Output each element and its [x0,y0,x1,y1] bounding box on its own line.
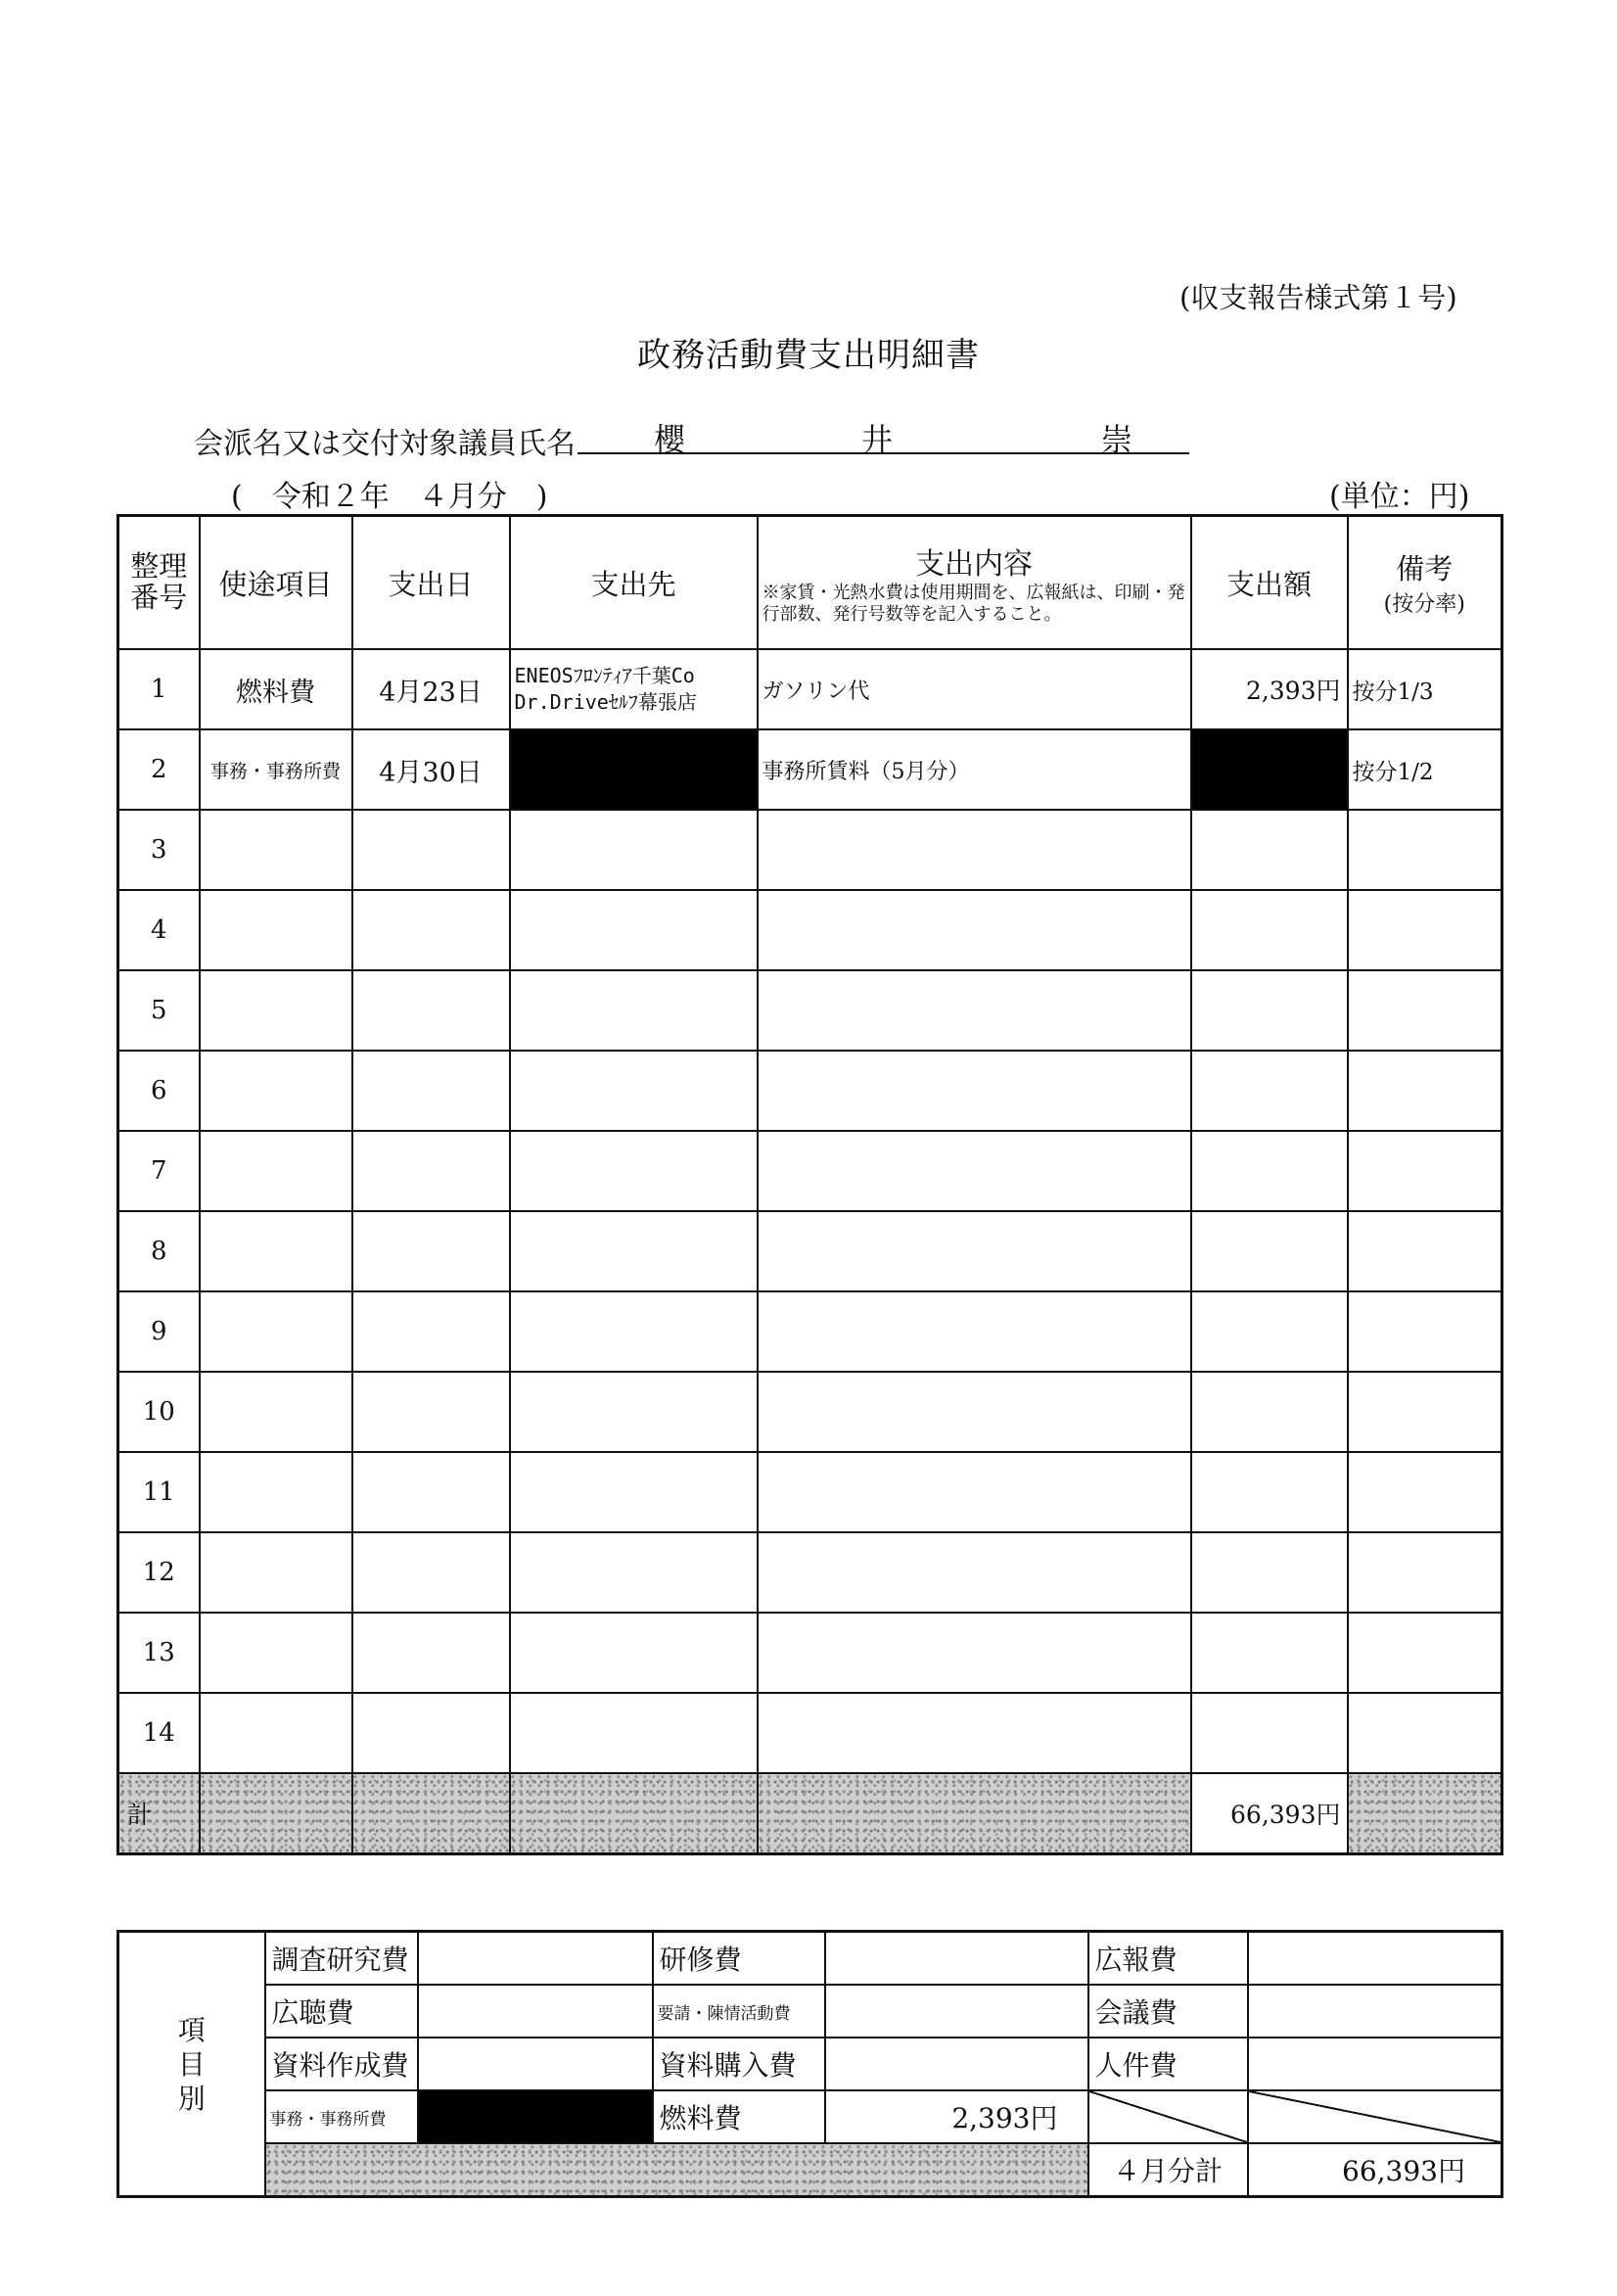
row-number: 5 [118,970,200,1051]
row-remarks [1348,1532,1502,1613]
table-row [118,810,1502,890]
row-payee [510,890,758,970]
row-payee: ENEOSﾌﾛﾝﾃｨｱ千葉Co Dr.Driveｾﾙﾌ幕張店 [510,649,758,729]
total-amount: 66,393円 [1191,1773,1348,1854]
row-remarks [1348,1291,1502,1372]
row-number: 11 [118,1452,200,1532]
row-contents [758,1532,1191,1613]
header-amount: 支出額 [1191,516,1348,650]
row-contents [758,1613,1191,1693]
row-remarks: 按分1/2 [1348,729,1502,810]
row-amount [1191,1211,1348,1291]
row-purpose [200,1372,352,1452]
summary-label: 事務・事務所費 [265,2090,418,2143]
row-amount [1191,1131,1348,1211]
document-title: 政務活動費支出明細書 [637,336,980,375]
row-payee [510,1372,758,1452]
total-row [118,1773,1502,1854]
summary-value [825,2038,1088,2090]
shaded-cell [265,2143,1088,2197]
row-number: 4 [118,890,200,970]
row-purpose [200,1532,352,1613]
summary-value [418,2038,653,2090]
report-period: ( 令和２年 ４月分 ) [231,480,548,514]
row-amount [1191,970,1348,1051]
row-date [352,890,510,970]
table-row [118,1051,1502,1131]
row-date: 4月30日 [352,729,510,810]
row-date: 4月23日 [352,649,510,729]
row-contents [758,1291,1191,1372]
row-amount [1191,1051,1348,1131]
row-remarks [1348,970,1502,1051]
header-date: 支出日 [352,516,510,650]
table-row [118,890,1502,970]
member-name-label: 会派名又は交付対象議員氏名 [194,427,576,461]
row-payee [510,1291,758,1372]
table-row [118,729,1502,810]
row-remarks: 按分1/3 [1348,649,1502,729]
row-number: 9 [118,1291,200,1372]
member-name-char: 井 [861,421,894,458]
row-contents: ガソリン代 [758,649,1191,729]
row-amount-redacted [1191,729,1348,810]
row-number: 7 [118,1131,200,1211]
header-contents-note: ※家賃・光熱水費は使用期間を、広報紙は、印刷・発行部数、発行号数等を記入すること。 [762,582,1185,625]
row-purpose [200,1452,352,1532]
summary-label: 人件費 [1088,2038,1248,2090]
shaded-cell [200,1773,352,1854]
row-remarks [1348,1693,1502,1773]
shaded-cell [1348,1773,1502,1854]
table-row [118,1372,1502,1452]
row-date [352,1211,510,1291]
row-contents [758,810,1191,890]
summary-value [418,1932,653,1986]
row-date [352,1613,510,1693]
summary-value [1248,2038,1502,2090]
table-row [118,1613,1502,1693]
row-date [352,1532,510,1613]
row-payee [510,1693,758,1773]
row-purpose [200,1131,352,1211]
row-payee-redacted [510,729,758,810]
row-payee [510,1452,758,1532]
row-purpose [200,1291,352,1372]
month-total-label: ４月分計 [1088,2143,1248,2197]
table-row [118,1693,1502,1773]
unit-label: (単位：円) [1329,480,1470,514]
summary-label: 燃料費 [653,2090,825,2143]
header-remarks-sub: (按分率) [1383,592,1465,617]
total-label: 計 [118,1773,200,1854]
row-payee [510,1532,758,1613]
month-total-value: 66,393円 [1248,2143,1502,2197]
row-date [352,1693,510,1773]
shaded-cell [352,1773,510,1854]
row-purpose [200,890,352,970]
row-number: 3 [118,810,200,890]
row-purpose: 燃料費 [200,649,352,729]
summary-value [825,1985,1088,2038]
row-remarks [1348,890,1502,970]
summary-vertical-label: 項 目 別 [118,1932,265,2197]
summary-label: 広報費 [1088,1932,1248,1986]
row-remarks [1348,1452,1502,1532]
row-payee [510,1131,758,1211]
header-number: 整理 番号 [118,516,200,650]
summary-label: 調査研究費 [265,1932,418,1986]
table-row [118,1532,1502,1613]
row-payee [510,970,758,1051]
diagonal-blank-cell [1088,2090,1248,2143]
row-amount [1191,1613,1348,1693]
row-remarks [1348,1051,1502,1131]
row-contents: 事務所賃料（5月分） [758,729,1191,810]
row-amount: 2,393円 [1191,649,1348,729]
row-purpose: 事務・事務所費 [200,729,352,810]
header-remarks-title: 備考 [1396,552,1454,586]
row-contents [758,1051,1191,1131]
summary-value [1248,1985,1502,2038]
row-number: 8 [118,1211,200,1291]
summary-label: 要請・陳情活動費 [653,1985,825,2038]
row-amount [1191,1693,1348,1773]
row-amount [1191,890,1348,970]
shaded-cell [510,1773,758,1854]
diagonal-blank-cell [1248,2090,1502,2143]
row-amount [1191,1532,1348,1613]
summary-value [825,1932,1088,1986]
row-remarks [1348,810,1502,890]
header-payee: 支出先 [510,516,758,650]
row-purpose [200,1693,352,1773]
header-remarks [1348,516,1502,650]
row-purpose [200,970,352,1051]
row-number: 13 [118,1613,200,1693]
table-row [118,1291,1502,1372]
row-contents [758,1211,1191,1291]
row-contents [758,890,1191,970]
row-payee [510,1613,758,1693]
row-number: 10 [118,1372,200,1452]
row-remarks [1348,1211,1502,1291]
row-number: 2 [118,729,200,810]
row-contents [758,1372,1191,1452]
row-date [352,1291,510,1372]
category-summary-table [116,1930,1503,2198]
table-row [118,970,1502,1051]
header-contents-title: 支出内容 [915,546,1033,582]
summary-value [418,1985,653,2038]
summary-label: 資料作成費 [265,2038,418,2090]
table-row [118,1131,1502,1211]
expense-detail-table [116,514,1503,1855]
row-date [352,1051,510,1131]
row-number: 6 [118,1051,200,1131]
row-remarks [1348,1131,1502,1211]
table-row [118,1211,1502,1291]
row-purpose [200,1051,352,1131]
member-name-char: 崇 [1101,421,1133,458]
header-contents [758,516,1191,650]
row-purpose [200,1211,352,1291]
summary-value: 2,393円 [825,2090,1088,2143]
row-amount [1191,1372,1348,1452]
row-contents [758,970,1191,1051]
row-contents [758,1452,1191,1532]
row-date [352,1372,510,1452]
shaded-cell [758,1773,1191,1854]
row-amount [1191,1291,1348,1372]
row-date [352,810,510,890]
row-amount [1191,810,1348,890]
row-date [352,1131,510,1211]
summary-value [1248,1932,1502,1986]
summary-label: 資料購入費 [653,2038,825,2090]
row-purpose [200,1613,352,1693]
member-name-char: 櫻 [654,421,686,458]
row-number: 1 [118,649,200,729]
row-payee [510,810,758,890]
header-row [118,516,1502,650]
table-row [118,1452,1502,1532]
row-amount [1191,1452,1348,1532]
row-contents [758,1131,1191,1211]
table-row [118,649,1502,729]
summary-label: 研修費 [653,1932,825,1986]
row-number: 12 [118,1532,200,1613]
row-number: 14 [118,1693,200,1773]
summary-value-redacted [418,2090,653,2143]
row-remarks [1348,1613,1502,1693]
row-contents [758,1693,1191,1773]
row-payee [510,1051,758,1131]
row-purpose [200,810,352,890]
row-payee [510,1211,758,1291]
row-remarks [1348,1372,1502,1452]
summary-label: 広聴費 [265,1985,418,2038]
row-date [352,970,510,1051]
form-number: (収支報告様式第１号) [1179,281,1457,314]
header-purpose: 使途項目 [200,516,352,650]
row-date [352,1452,510,1532]
summary-label: 会議費 [1088,1985,1248,2038]
